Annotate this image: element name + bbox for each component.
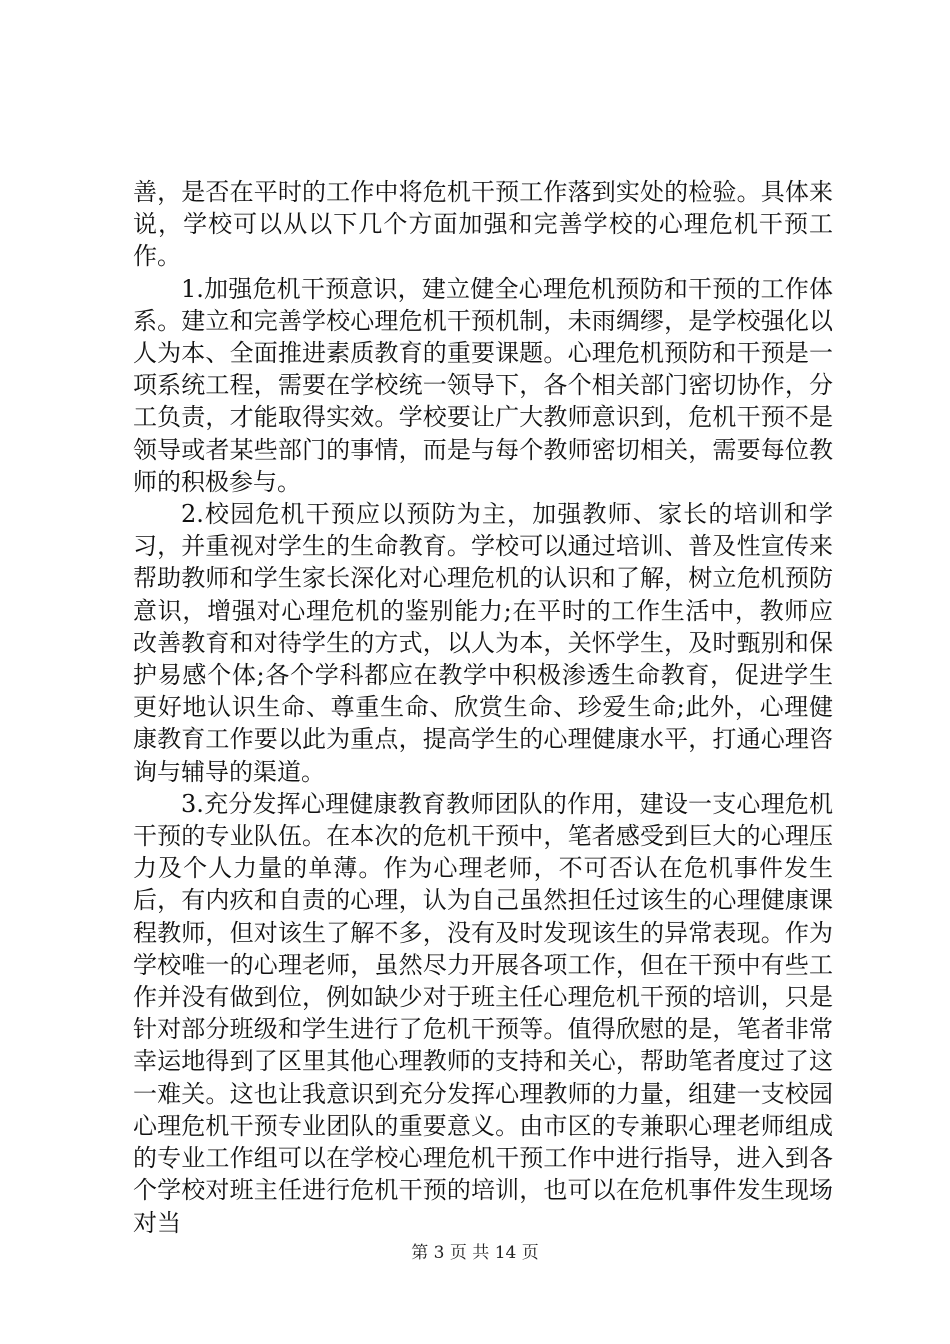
paragraph-item-3: 3.充分发挥心理健康教育教师团队的作用，建设一支心理危机干预的专业队伍。在本次的危机干预中，笔者感受到巨大的心理压力及个人力量的单薄。作为心理老师，不可否认在危机事件发生后，有内疚和自责的心理，认为自己虽然担任过该生的心理健康课程教师，但对该生了解不多，没有及时发现该生的异常表现。作为学校唯一的心理老师，虽然尽力开展各项工作，但在干预中有些工作并没有做到位，例如缺少对于班主任心理危机干预的培训，只是针对部分班级和学生进行了危机干预等。值得欣慰的是，笔者非常幸运地得到了区里其他心理教师的支持和关心，帮助笔者度过了这一难关。这也让我意识到充分发挥心理教师的力量，组建一支校园心理危机干预专业团队的重要意义。由市区的专兼职心理老师组成的专业工作组可以在学校心理危机干预工作中进行指导，进入到各个学校对班主任进行危机干预的培训，也可以在危机事件发生现场对当 <box>133 789 833 1237</box>
document-body <box>133 176 833 1239</box>
paragraph-item-1: 1.加强危机干预意识，建立健全心理危机预防和干预的工作体系。建立和完善学校心理危机干预机制，未雨绸缪，是学校强化以人为本、全面推进素质教育的重要课题。心理危机预防和干预是一项系统工程，需要在学校统一领导下，各个相关部门密切协作，分工负责，才能取得实效。学校要让广大教师意识到，危机干预不是领导或者某些部门的事情，而是与每个教师密切相关，需要每位教师的积极参与。 <box>133 274 833 496</box>
paragraph-item-2: 2.校园危机干预应以预防为主，加强教师、家长的培训和学习，并重视对学生的生命教育。学校可以通过培训、普及性宣传来帮助教师和学生家长深化对心理危机的认识和了解，树立危机预防意识，增强对心理危机的鉴别能力;在平时的工作生活中，教师应改善教育和对待学生的方式，以人为本，关怀学生，及时甄别和保护易感个体;各个学科都应在教学中积极渗透生命教育，促进学生更好地认识生命、尊重生命、欣赏生命、珍爱生命;此外，心理健康教育工作要以此为重点，提高学生的心理健康水平，打通心理咨询与辅导的渠道。 <box>133 500 833 786</box>
page-footer: 第 3 页 共 14 页 <box>411 1243 539 1263</box>
paragraph-continuation: 善，是否在平时的工作中将危机干预工作落到实处的检验。具体来说，学校可以从以下几个方面加强和完善学校的心理危机干预工作。 <box>133 178 833 271</box>
